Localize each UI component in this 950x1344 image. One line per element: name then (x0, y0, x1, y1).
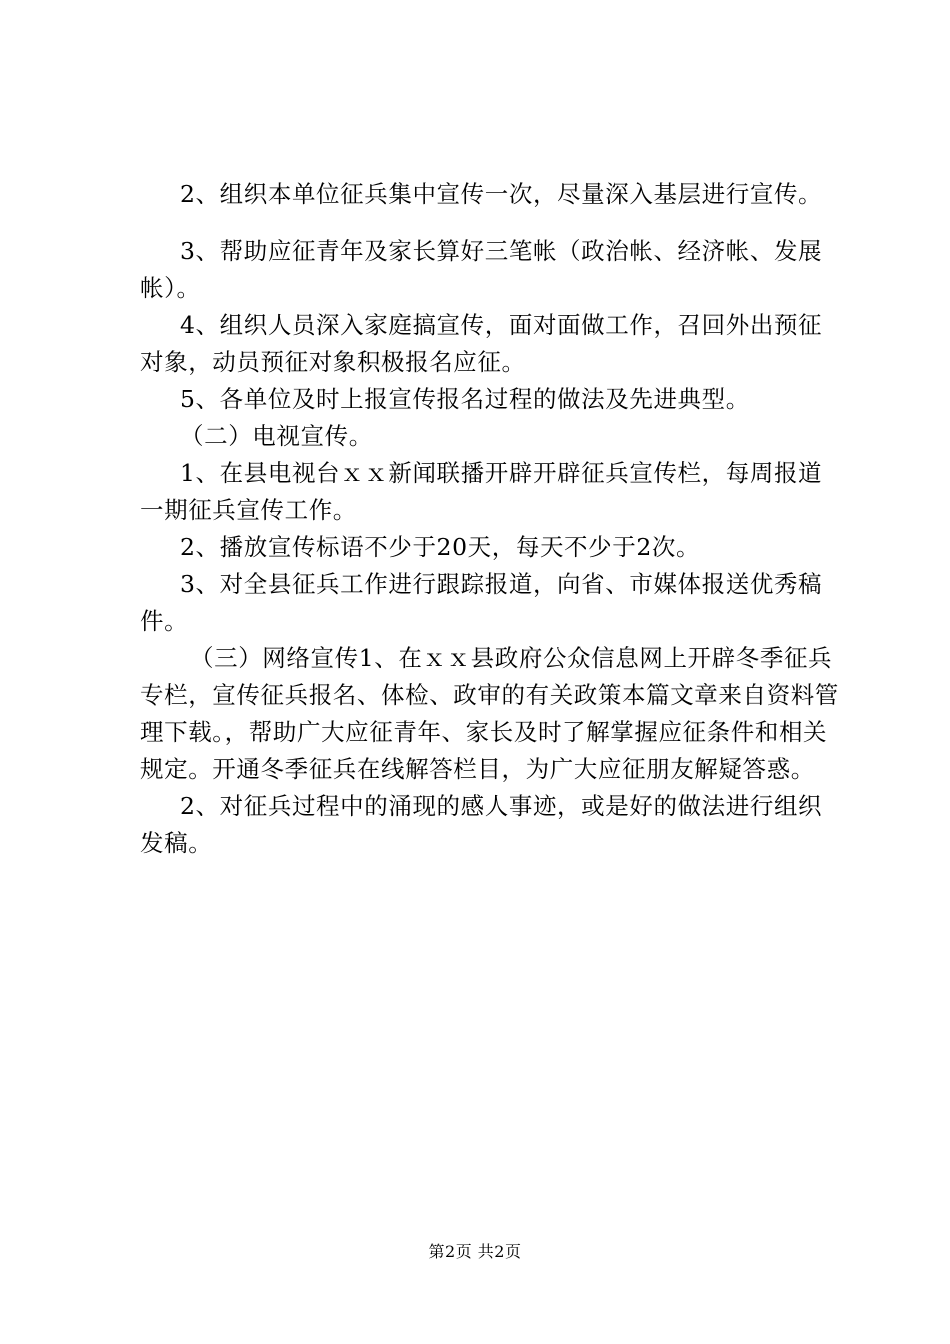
paragraph-publicity-once: 2、组织本单位征兵集中宣传一次，尽量深入基层进行宣传。 (180, 180, 823, 208)
paragraph-slogans: 2、播放宣传标语不少于20天，每天不少于2次。 (180, 533, 701, 561)
page-number-footer: 第2页 共2页 (428, 1242, 522, 1261)
paragraph-three-accounts: 3、帮助应征青年及家长算好三笔帐（政治帐、经济帐、发展帐）。 (140, 237, 823, 302)
paragraph-home-visits: 4、组织人员深入家庭搞宣传，面对面做工作，召回外出预征对象，动员预征对象积极报名应征。 (140, 311, 823, 376)
paragraph-network-publicity: （三）网络宣传1、在ｘｘ县政府公众信息网上开辟冬季征兵专栏，宣传征兵报名、体检、政审的有关政策本篇文章来自资料管理下载。，帮助广大应征青年、家长及时了解掌握应征条件和相关规定。开通冬季征兵在线解答栏目，为广大应征朋友解疑答惑。 (140, 644, 839, 783)
heading-tv-publicity: （二）电视宣传。 (180, 422, 373, 450)
paragraph-touching-stories: 2、对征兵过程中的涌现的感人事迹，或是好的做法进行组织发稿。 (140, 792, 823, 857)
paragraph-tv-column: 1、在县电视台ｘｘ新闻联播开辟开辟征兵宣传栏，每周报道一期征兵宣传工作。 (140, 459, 823, 524)
paragraph-tracking-reports: 3、对全县征兵工作进行跟踪报道，向省、市媒体报送优秀稿件。 (140, 570, 823, 635)
paragraph-report-practices: 5、各单位及时上报宣传报名过程的做法及先进典型。 (180, 385, 750, 413)
document-body (140, 176, 840, 862)
